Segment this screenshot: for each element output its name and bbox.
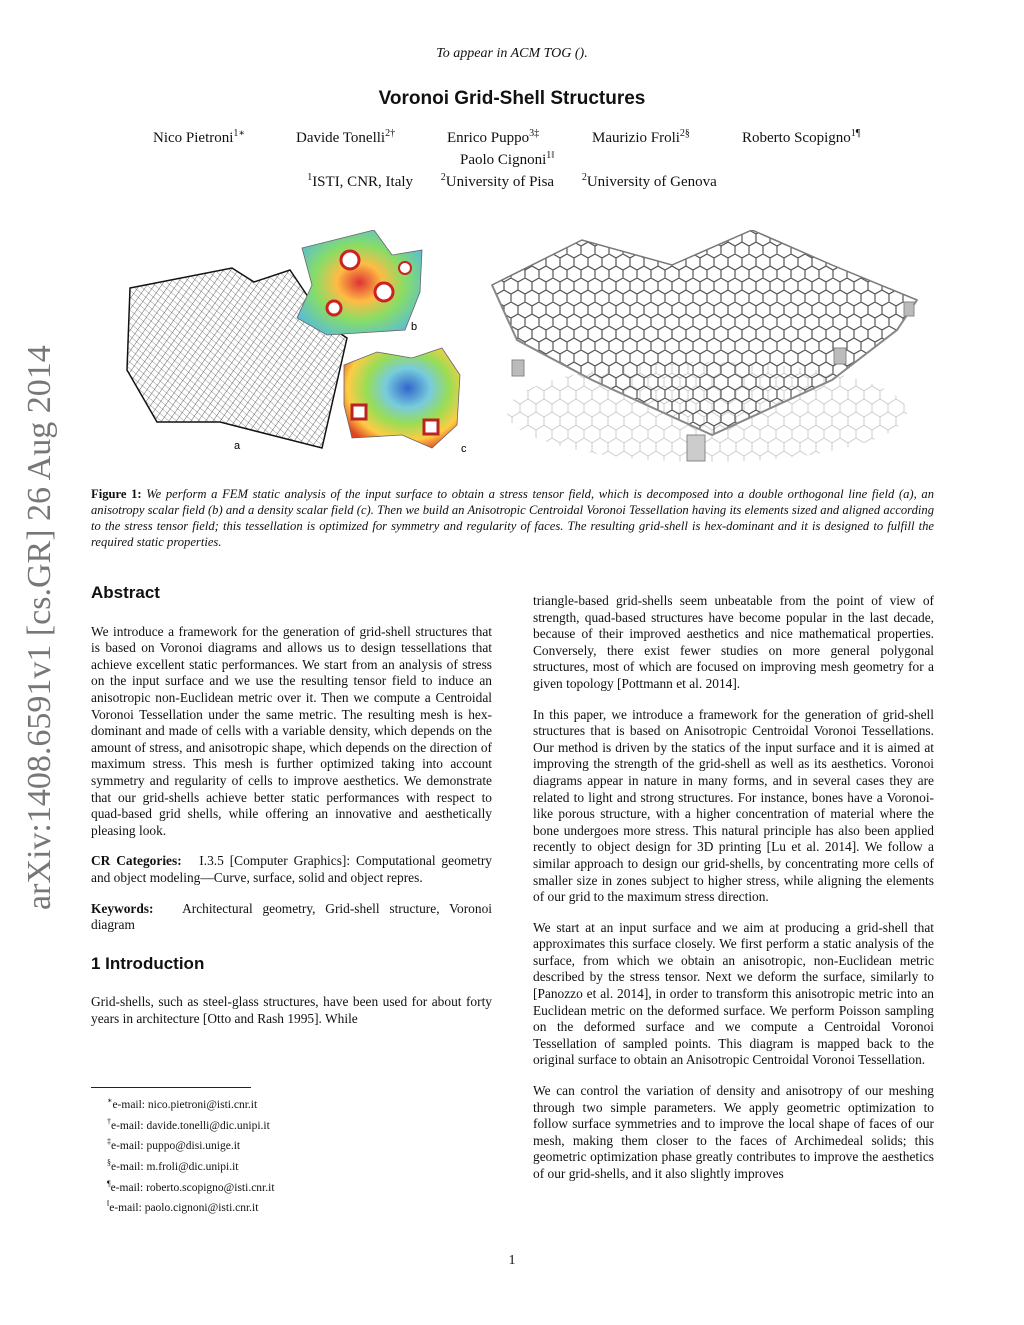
abstract-text: We introduce a framework for the generation of grid-shell structures that is based on Voronoi diagrams and allows us to design tessellations that achieve excellent static performances. We start from an analysis of stress on the input surface and we use the resulting tensor field to induce an anisotropic non-Euclidean metric over it. Then we compute a Centroidal Voronoi Tessellation under the same metric. The resulting mesh is hex-dominant and made of cells with a variable density, which depends on the amount of stress, and anisotropic shape, which depends on the direction of maximum stress. This mesh is further optimized taking into account symmetry and regularity of cells to improve aesthetics. We demonstrate that our grid-shells achieve better static performances with respect to quad-based grid shells, while offering an innovative and aesthetically pleasing look. [91,623,492,838]
paper-title: Voronoi Grid-Shell Structures [378,88,646,109]
body-paragraph: We start at an input surface and we aim at producing a grid-shell that approximates this surface closely. We first perform a static analysis of the surface, from which we obtain an anisotropic, non-Euclidean metric described by the stress tensor. Next we deform the surface, similarly to [Panozzo et al. 2014], in order to transform this anisotropic metric into an Euclidean metric on the deformed surface. We perform Poisson sampling on the deformed surface and we compute a Centroidal Voronoi Tessellation of sampled points. This diagram is mapped back to the original surface to obtain an Anisotropic Centroidal Voronoi Tessellation. [533,919,934,1068]
body-paragraph: In this paper, we introduce a framework for the generation of grid-shell structures that is based on Anisotropic Centroidal Voronoi Tessellations. Our method is driven by the statics of the input surface and it is aimed at improving the strength of the grid-shell as well as its aesthetics. Voronoi diagrams appear in nature in many forms, and in several cases they are related to light and strong structures. For instance, bones have a Voronoi-like porous structure, with a higher concentration of material where the bone undergoes more stress. This natural principle has also been applied recently to object design for 3D printing [Lu et al. 2014]. We follow a similar approach to design our grid-shells, by concentrating more cells of smaller size in zones subject to higher stress, while aligning the elements of our grid to the maximum stress direction. [533,706,934,905]
panel-c-density-field [344,348,460,448]
footnote: §e-mail: m.froli@dic.unipi.it [107,1157,239,1173]
cr-categories: CR Categories: I.3.5 [Computer Graphics]: Computational geometry and object modeling—Curve, surface, solid and object repres. [91,853,493,885]
panel-a-label: a [234,440,241,452]
grid-shell-render [492,230,917,462]
arxiv-identifier: arXiv:1408.6591v1 [cs.GR] 26 Aug 2014 [21,345,58,910]
footnote: ‡e-mail: puppo@disi.unige.it [107,1137,241,1153]
panel-b-label: b [411,321,418,333]
affiliation: $^1$ISTI, CNR, Italy [307,172,414,190]
footnote: †e-mail: davide.tonelli@dic.unipi.it [107,1116,270,1132]
author: Maurizio Froli$^{2\S}$ [592,128,690,146]
body-paragraph: We can control the variation of density and anisotropy of our meshing through two simple parameters. We apply geometric optimization to follow surface symmetries and to improve the local shape of faces of our mesh, making them closer to the faces of Archimedeal solids; this geometric optimization phase greatly contributes to improve the aesthetics of our grid-shells, and it also slightly improves [533,1083,934,1181]
panel-b-anisotropy-field [297,230,422,335]
footnote-rule [91,1087,251,1088]
figure-caption [91,486,934,550]
footnotes [91,1087,311,1217]
author: Roberto Scopigno$^{1\P}$ [742,128,861,146]
left-column [91,585,492,1041]
author: Davide Tonelli$^{2\dagger}$ [296,128,396,146]
figure-1 [112,230,942,470]
footnote: ¶e-mail: roberto.scopigno@isti.cnr.it [107,1178,275,1194]
affiliations [0,172,1024,191]
author: Paolo Cignoni$^{1‖}$ [460,150,555,168]
right-column [533,593,934,1197]
footnote: ∗e-mail: nico.pietroni@isti.cnr.it [107,1096,258,1111]
page-number: 1 [508,1253,516,1268]
caption-text: We perform a FEM static analysis of the input surface to obtain a stress tensor field, which is decomposed into a double orthogonal line field (a), an anisotropy scalar field (b) and a density scalar field (c). Then we build an Anisotropic Centroidal Voronoi Tessellation having its elements sized and aligned according to the stress tensor field; this tessellation is optimized for symmetry and regularity of faces. The resulting grid-shell is hex-dominant and it is designed to fulfill the required static properties. [91,487,934,549]
affiliation: $^2$University of Genova [581,172,717,190]
affiliation: $^2$University of Pisa [440,172,555,190]
abstract-heading: Abstract [91,583,160,602]
keywords: Keywords: Architectural geometry, Grid-shell structure, Voronoi diagram [91,900,492,933]
venue-header: To appear in ACM TOG (). [436,46,588,61]
caption-label: Figure 1: [91,487,142,501]
intro-paragraph: Grid-shells, such as steel-glass structures, have been used for about forty years in architecture [Otto and Rash 1995]. While [91,994,492,1026]
panel-c-label: c [461,443,467,455]
author: Enrico Puppo$^{3\ddagger}$ [447,128,540,146]
figure-1-illustration [112,230,942,470]
footnote: ‖e-mail: paolo.cignoni@isti.cnr.it [107,1199,259,1214]
body-paragraph: triangle-based grid-shells seem unbeatable from the point of view of strength, quad-based structures have become popular in the last decade, because of their improved aesthetics and nice mathematical properties. Conversely, there exist fewer studies on more general polygonal structures, most of which are focused on improving mesh geometry for a given topology [Pottmann et al. 2014]. [533,593,934,691]
author: Nico Pietroni$^{1∗}$ [153,128,246,146]
introduction-heading: 1 Introduction [91,953,205,973]
